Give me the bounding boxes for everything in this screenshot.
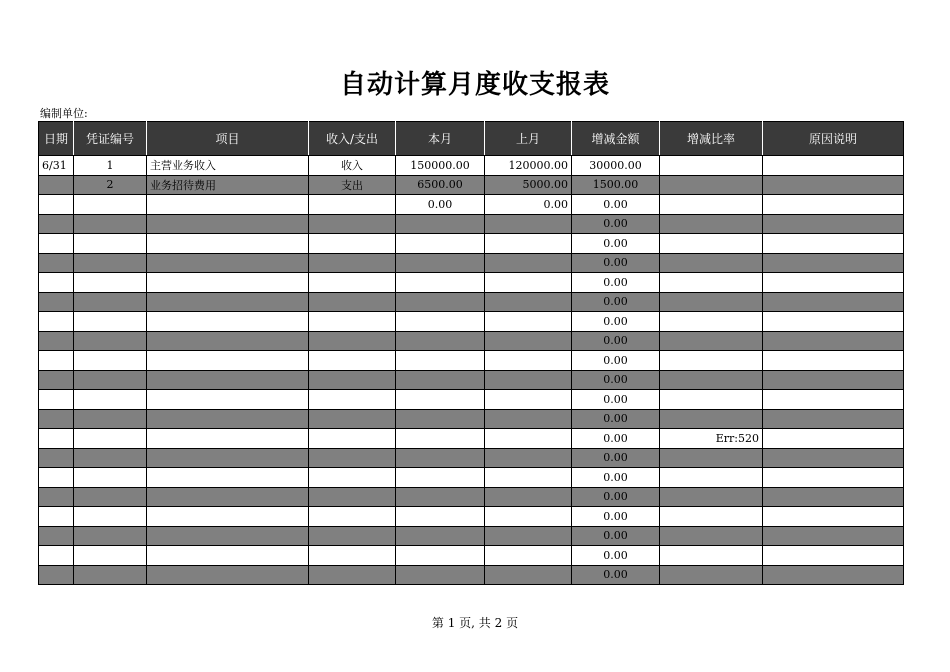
col-header-date[interactable]: 日期: [39, 122, 74, 156]
this-month-cell[interactable]: [396, 448, 485, 468]
table-row: [39, 292, 904, 312]
voucher-no-cell[interactable]: [74, 273, 147, 293]
date-cell[interactable]: [39, 273, 74, 293]
change-amount-cell[interactable]: 0.00: [572, 253, 660, 273]
date-cell[interactable]: [39, 195, 74, 215]
this-month-cell[interactable]: [396, 507, 485, 527]
date-cell[interactable]: [39, 507, 74, 527]
last-month-cell[interactable]: 0.00: [485, 195, 572, 215]
voucher-no-cell[interactable]: [74, 429, 147, 449]
date-cell[interactable]: 6/31: [39, 156, 74, 176]
voucher-no-cell[interactable]: [74, 234, 147, 254]
change-amount-cell[interactable]: 0.00: [572, 468, 660, 488]
change-rate-cell[interactable]: [660, 234, 763, 254]
item-cell[interactable]: [147, 253, 309, 273]
report-title: 自动计算月度收支报表: [339, 70, 610, 100]
change-amount-cell[interactable]: 0.00: [572, 292, 660, 312]
type-cell[interactable]: [309, 214, 396, 234]
this-month-cell[interactable]: [396, 351, 485, 371]
reason-cell[interactable]: [763, 214, 904, 234]
item-cell[interactable]: [147, 331, 309, 351]
this-month-cell[interactable]: [396, 565, 485, 585]
voucher-no-cell[interactable]: [74, 507, 147, 527]
voucher-no-cell[interactable]: [74, 292, 147, 312]
item-cell[interactable]: [147, 292, 309, 312]
table-row: [39, 331, 904, 351]
change-amount-cell[interactable]: 0.00: [572, 195, 660, 215]
change-rate-cell[interactable]: [660, 273, 763, 293]
this-month-cell[interactable]: [396, 468, 485, 488]
this-month-cell[interactable]: 0.00: [396, 195, 485, 215]
change-rate-cell[interactable]: [660, 390, 763, 410]
table-row: [39, 351, 904, 371]
change-amount-cell[interactable]: 0.00: [572, 546, 660, 566]
this-month-cell[interactable]: [396, 312, 485, 332]
change-rate-cell[interactable]: [660, 526, 763, 546]
last-month-cell[interactable]: [485, 409, 572, 429]
reason-cell[interactable]: [763, 546, 904, 566]
change-amount-cell[interactable]: 0.00: [572, 370, 660, 390]
change-rate-cell[interactable]: [660, 409, 763, 429]
table-row: [39, 156, 904, 176]
last-month-cell[interactable]: [485, 565, 572, 585]
change-rate-cell[interactable]: [660, 351, 763, 371]
type-cell[interactable]: [309, 409, 396, 429]
reason-cell[interactable]: [763, 448, 904, 468]
item-cell[interactable]: [147, 370, 309, 390]
type-cell[interactable]: 支出: [309, 175, 396, 195]
last-month-cell[interactable]: [485, 526, 572, 546]
type-cell[interactable]: [309, 370, 396, 390]
last-month-cell[interactable]: [485, 331, 572, 351]
item-cell[interactable]: [147, 312, 309, 332]
table-row: [39, 468, 904, 488]
last-month-cell[interactable]: [485, 273, 572, 293]
change-rate-cell[interactable]: Err:520: [660, 429, 763, 449]
change-amount-cell[interactable]: 0.00: [572, 507, 660, 527]
reason-cell[interactable]: [763, 331, 904, 351]
table-row: [39, 448, 904, 468]
reason-cell[interactable]: [763, 409, 904, 429]
change-rate-cell[interactable]: [660, 175, 763, 195]
reason-cell[interactable]: [763, 526, 904, 546]
last-month-cell[interactable]: [485, 312, 572, 332]
this-month-cell[interactable]: [396, 526, 485, 546]
date-cell[interactable]: [39, 370, 74, 390]
item-cell[interactable]: 主营业务收入: [147, 156, 309, 176]
last-month-cell[interactable]: [485, 468, 572, 488]
last-month-cell[interactable]: [485, 351, 572, 371]
col-header-last-month[interactable]: 上月: [485, 122, 572, 156]
date-cell[interactable]: [39, 468, 74, 488]
this-month-cell[interactable]: [396, 273, 485, 293]
voucher-no-cell[interactable]: [74, 390, 147, 410]
reason-cell[interactable]: [763, 370, 904, 390]
this-month-cell[interactable]: [396, 214, 485, 234]
voucher-no-cell[interactable]: [74, 214, 147, 234]
change-rate-cell[interactable]: [660, 448, 763, 468]
item-cell[interactable]: [147, 351, 309, 371]
change-rate-cell[interactable]: [660, 214, 763, 234]
reason-cell[interactable]: [763, 195, 904, 215]
this-month-cell[interactable]: [396, 331, 485, 351]
item-cell[interactable]: [147, 429, 309, 449]
type-cell[interactable]: [309, 253, 396, 273]
table-row: [39, 195, 904, 215]
type-cell[interactable]: [309, 351, 396, 371]
voucher-no-cell[interactable]: [74, 546, 147, 566]
last-month-cell[interactable]: [485, 214, 572, 234]
item-cell[interactable]: [147, 195, 309, 215]
change-amount-cell[interactable]: 0.00: [572, 234, 660, 254]
voucher-no-cell[interactable]: [74, 253, 147, 273]
reason-cell[interactable]: [763, 253, 904, 273]
reason-cell[interactable]: [763, 429, 904, 449]
col-header-voucher-no[interactable]: 凭证编号: [74, 122, 147, 156]
change-amount-cell[interactable]: 0.00: [572, 565, 660, 585]
date-cell[interactable]: [39, 312, 74, 332]
table-row: [39, 175, 904, 195]
voucher-no-cell[interactable]: [74, 409, 147, 429]
voucher-no-cell[interactable]: [74, 331, 147, 351]
last-month-cell[interactable]: 5000.00: [485, 175, 572, 195]
change-rate-cell[interactable]: [660, 370, 763, 390]
date-cell[interactable]: [39, 292, 74, 312]
unit-label: 编制单位:: [40, 107, 88, 120]
col-header-reason[interactable]: 原因说明: [763, 122, 904, 156]
date-cell[interactable]: [39, 214, 74, 234]
date-cell[interactable]: [39, 546, 74, 566]
table-row: [39, 253, 904, 273]
change-amount-cell[interactable]: 0.00: [572, 429, 660, 449]
this-month-cell[interactable]: [396, 546, 485, 566]
voucher-no-cell[interactable]: [74, 351, 147, 371]
change-amount-cell[interactable]: 30000.00: [572, 156, 660, 176]
type-cell[interactable]: [309, 234, 396, 254]
date-cell[interactable]: [39, 234, 74, 254]
item-cell[interactable]: [147, 448, 309, 468]
type-cell[interactable]: [309, 390, 396, 410]
col-header-this-month[interactable]: 本月: [396, 122, 485, 156]
item-cell[interactable]: [147, 507, 309, 527]
table-row: [39, 312, 904, 332]
item-cell[interactable]: 业务招待费用: [147, 175, 309, 195]
last-month-cell[interactable]: [485, 507, 572, 527]
type-cell[interactable]: 收入: [309, 156, 396, 176]
date-cell[interactable]: [39, 448, 74, 468]
change-amount-cell[interactable]: 0.00: [572, 214, 660, 234]
change-rate-cell[interactable]: [660, 331, 763, 351]
date-cell[interactable]: [39, 253, 74, 273]
type-cell[interactable]: [309, 546, 396, 566]
reason-cell[interactable]: [763, 468, 904, 488]
change-rate-cell[interactable]: [660, 507, 763, 527]
change-amount-cell[interactable]: 0.00: [572, 526, 660, 546]
reason-cell[interactable]: [763, 273, 904, 293]
this-month-cell[interactable]: [396, 487, 485, 507]
change-amount-cell[interactable]: 0.00: [572, 487, 660, 507]
change-rate-cell[interactable]: [660, 156, 763, 176]
type-cell[interactable]: [309, 448, 396, 468]
date-cell[interactable]: [39, 351, 74, 371]
last-month-cell[interactable]: 120000.00: [485, 156, 572, 176]
date-cell[interactable]: [39, 429, 74, 449]
change-rate-cell[interactable]: [660, 468, 763, 488]
reason-cell[interactable]: [763, 156, 904, 176]
voucher-no-cell[interactable]: [74, 448, 147, 468]
date-cell[interactable]: [39, 487, 74, 507]
voucher-no-cell[interactable]: 2: [74, 175, 147, 195]
this-month-cell[interactable]: [396, 253, 485, 273]
change-rate-cell[interactable]: [660, 253, 763, 273]
voucher-no-cell[interactable]: [74, 468, 147, 488]
table-row: [39, 507, 904, 527]
item-cell[interactable]: [147, 468, 309, 488]
item-cell[interactable]: [147, 487, 309, 507]
last-month-cell[interactable]: [485, 292, 572, 312]
change-rate-cell[interactable]: [660, 565, 763, 585]
reason-cell[interactable]: [763, 234, 904, 254]
col-header-change-rate[interactable]: 增减比率: [660, 122, 763, 156]
voucher-no-cell[interactable]: [74, 312, 147, 332]
type-cell[interactable]: [309, 507, 396, 527]
table-row: [39, 390, 904, 410]
table-row: [39, 487, 904, 507]
last-month-cell[interactable]: [485, 448, 572, 468]
col-header-item[interactable]: 项目: [147, 122, 309, 156]
reason-cell[interactable]: [763, 312, 904, 332]
type-cell[interactable]: [309, 487, 396, 507]
table-row: [39, 409, 904, 429]
type-cell[interactable]: [309, 429, 396, 449]
change-amount-cell[interactable]: 0.00: [572, 390, 660, 410]
date-cell[interactable]: [39, 175, 74, 195]
type-cell[interactable]: [309, 312, 396, 332]
type-cell[interactable]: [309, 565, 396, 585]
date-cell[interactable]: [39, 409, 74, 429]
item-cell[interactable]: [147, 546, 309, 566]
table-row: [39, 546, 904, 566]
item-cell[interactable]: [147, 526, 309, 546]
table-row: [39, 565, 904, 585]
voucher-no-cell[interactable]: [74, 195, 147, 215]
reason-cell[interactable]: [763, 351, 904, 371]
last-month-cell[interactable]: [485, 390, 572, 410]
this-month-cell[interactable]: 6500.00: [396, 175, 485, 195]
type-cell[interactable]: [309, 292, 396, 312]
report-table: [38, 121, 904, 585]
reason-cell[interactable]: [763, 565, 904, 585]
header-row: [39, 122, 904, 156]
change-amount-cell[interactable]: 0.00: [572, 331, 660, 351]
last-month-cell[interactable]: [485, 234, 572, 254]
table-row: [39, 370, 904, 390]
reason-cell[interactable]: [763, 390, 904, 410]
last-month-cell[interactable]: [485, 546, 572, 566]
this-month-cell[interactable]: [396, 409, 485, 429]
change-amount-cell[interactable]: 0.00: [572, 409, 660, 429]
item-cell[interactable]: [147, 273, 309, 293]
reason-cell[interactable]: [763, 507, 904, 527]
change-rate-cell[interactable]: [660, 195, 763, 215]
this-month-cell[interactable]: [396, 292, 485, 312]
this-month-cell[interactable]: [396, 429, 485, 449]
last-month-cell[interactable]: [485, 429, 572, 449]
table-row: [39, 429, 904, 449]
type-cell[interactable]: [309, 195, 396, 215]
date-cell[interactable]: [39, 331, 74, 351]
voucher-no-cell[interactable]: 1: [74, 156, 147, 176]
change-rate-cell[interactable]: [660, 546, 763, 566]
report-body: [39, 156, 904, 585]
item-cell[interactable]: [147, 214, 309, 234]
voucher-no-cell[interactable]: [74, 526, 147, 546]
date-cell[interactable]: [39, 526, 74, 546]
this-month-cell[interactable]: 150000.00: [396, 156, 485, 176]
item-cell[interactable]: [147, 565, 309, 585]
change-amount-cell[interactable]: 0.00: [572, 448, 660, 468]
table-row: [39, 526, 904, 546]
change-amount-cell[interactable]: 0.00: [572, 312, 660, 332]
type-cell[interactable]: [309, 273, 396, 293]
change-rate-cell[interactable]: [660, 312, 763, 332]
voucher-no-cell[interactable]: [74, 370, 147, 390]
change-rate-cell[interactable]: [660, 487, 763, 507]
last-month-cell[interactable]: [485, 370, 572, 390]
change-rate-cell[interactable]: [660, 292, 763, 312]
last-month-cell[interactable]: [485, 487, 572, 507]
date-cell[interactable]: [39, 390, 74, 410]
table-row: [39, 273, 904, 293]
item-cell[interactable]: [147, 390, 309, 410]
voucher-no-cell[interactable]: [74, 487, 147, 507]
reason-cell[interactable]: [763, 487, 904, 507]
voucher-no-cell[interactable]: [74, 565, 147, 585]
table-row: [39, 214, 904, 234]
page-number: 第 1 页, 共 2 页: [431, 616, 519, 630]
last-month-cell[interactable]: [485, 253, 572, 273]
col-header-type[interactable]: 收入/支出: [309, 122, 396, 156]
date-cell[interactable]: [39, 565, 74, 585]
type-cell[interactable]: [309, 526, 396, 546]
item-cell[interactable]: [147, 409, 309, 429]
change-amount-cell[interactable]: 1500.00: [572, 175, 660, 195]
this-month-cell[interactable]: [396, 390, 485, 410]
reason-cell[interactable]: [763, 175, 904, 195]
type-cell[interactable]: [309, 331, 396, 351]
change-amount-cell[interactable]: 0.00: [572, 273, 660, 293]
this-month-cell[interactable]: [396, 234, 485, 254]
this-month-cell[interactable]: [396, 370, 485, 390]
change-amount-cell[interactable]: 0.00: [572, 351, 660, 371]
item-cell[interactable]: [147, 234, 309, 254]
type-cell[interactable]: [309, 468, 396, 488]
table-row: [39, 234, 904, 254]
col-header-change-amount[interactable]: 增减金额: [572, 122, 660, 156]
reason-cell[interactable]: [763, 292, 904, 312]
